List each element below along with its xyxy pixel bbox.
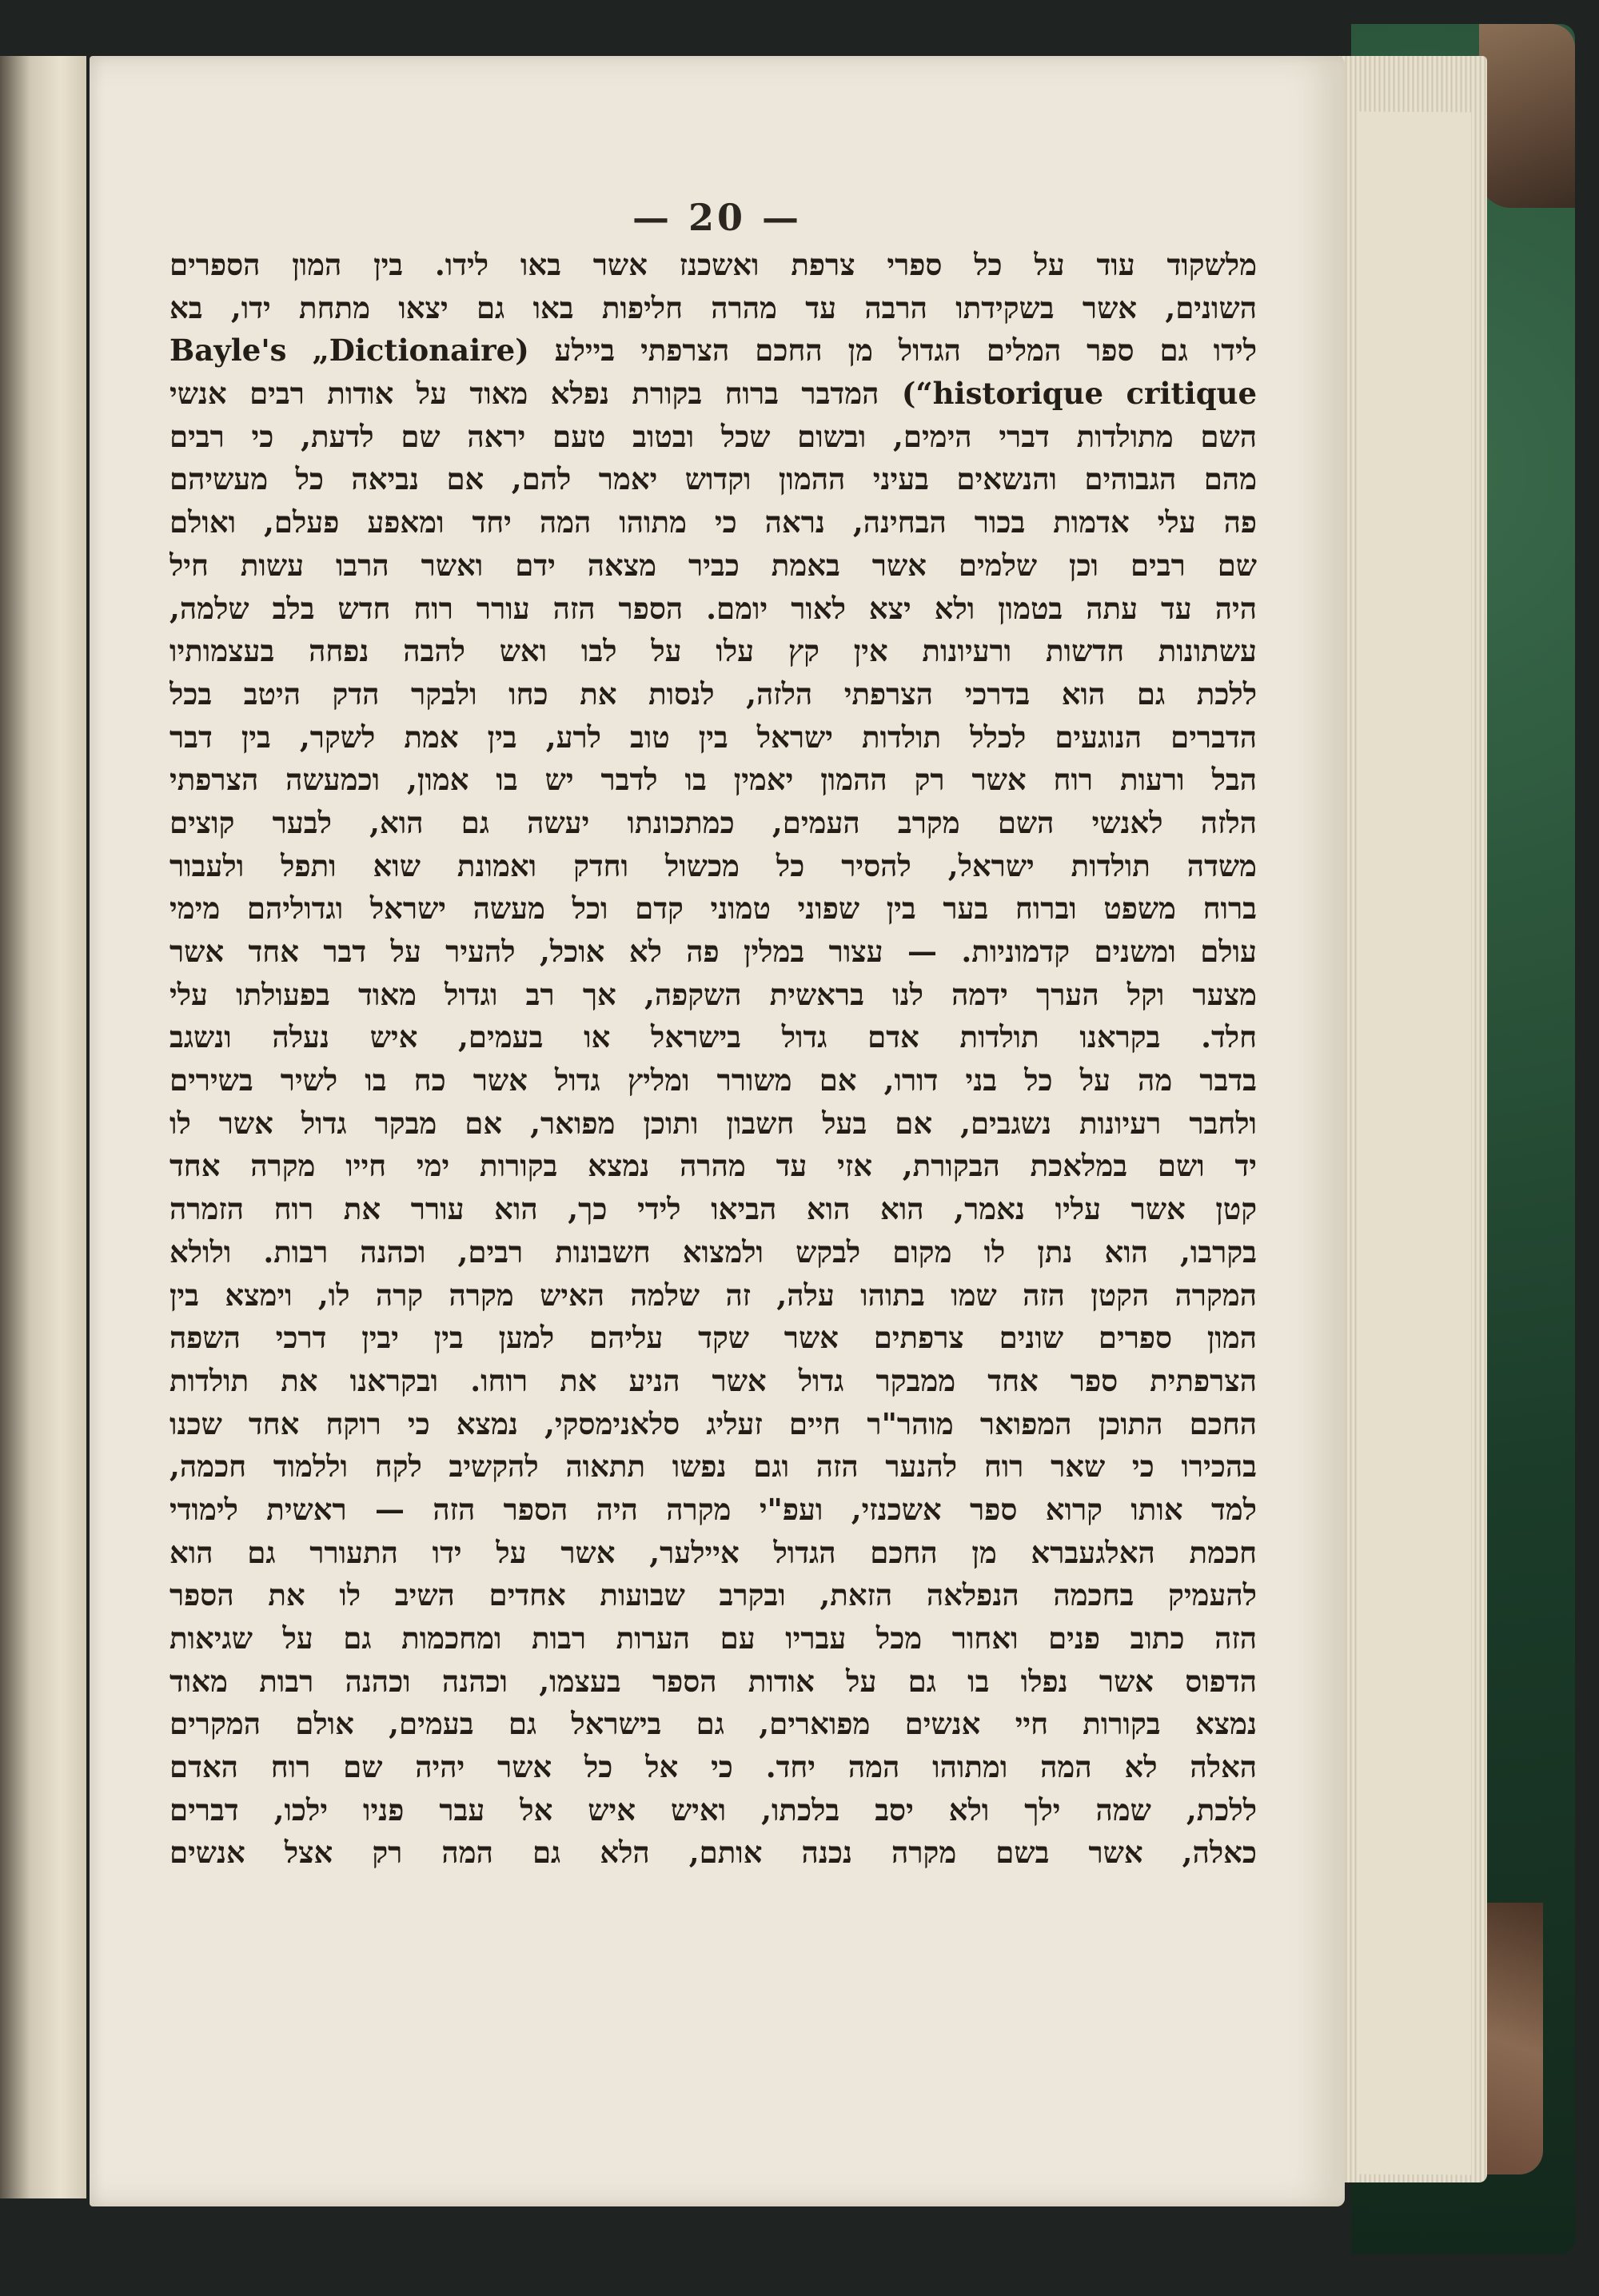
text-line: הזה כתוב פנים ואחור מכל עבריו עם הערות רבות ומחכמות גם על שגיאות [169,1620,1257,1656]
text-line: בדבר מה על כל בני דורו, אם משורר ומליץ גדול אשר כח בו לשיר בשירים [169,1062,1257,1098]
text-line: הדברים הנוגעים לכלל תולדות ישראל בין טוב לרע, בין אמת לשקר, בין דבר [169,719,1257,755]
text-line: יד ושם במלאכת הבקורת, אזי עד מהרה נמצא בקורות ימי חייו מקרה אחד [169,1148,1257,1184]
text-line: ללכת גם הוא בדרכי הצרפתי הלזה, לנסות את כחו ולבקר הדק היטב בכל [169,676,1257,712]
page-number: — 20 — [632,196,803,239]
book-page [90,56,1345,2206]
text-line: ברוח משפט וברוח בער בין שפוני טמוני קדם וכל מעשה ישראל וגדוליהם מימי [169,891,1257,927]
text-line: חלד. בקראנו תולדות אדם גדול בישראל או בעמים, איש נעלה ונשגב [169,1019,1257,1055]
facing-page-edge [0,56,86,2198]
text-line: הדפוס אשר נפלו בו גם על אודות הספר בעצמו, וכהנה וכהנה רבות מאוד [169,1663,1257,1699]
text-line: חכמת האלגעברא מן החכם הגדול איילער, אשר על ידו התעורר גם הוא [169,1534,1257,1570]
body-text [169,244,1257,1875]
text-line: היה עד עתה בטמון ולא יצא לאור יומם. הספר הזה עורר רוח חדש בלב שלמה, [169,590,1257,626]
text-line: הבל ורעות רוח אשר רק ההמון יאמין בו לדבר יש בו אמון, וכמעשה הצרפתי [169,762,1257,798]
text-line: כאלה, אשר בשם מקרה נכנה אותם, הלא גם המה רק אצל אנשים [169,1835,1257,1871]
text-line: השם מתולדות דברי הימים, ובשום שכל ובטוב טעם יראה שם לדעת, כי רבים [169,418,1257,454]
text-line: האלה לא המה ומתוהו המה יחד. כי אל כל אשר יהיה שם רוח האדם [169,1749,1257,1785]
text-line: מהם הגבוהים והנשאים בעיני ההמון וקדוש יאמר להם, אם נביאה כל מעשיהם [169,461,1257,497]
text-line: historique critique“) המדבר ברוח בקורת נפלא מאוד על אודות רבים אנשי [169,376,1257,412]
text-line: הצרפתית ספר אחד ממבקר גדול אשר הניע את רוחו. ובקראנו את תולדות [169,1362,1257,1398]
text-line: להעמיק בחכמה הנפלאה הזאת, ובקרב שבועות אחדים השיב לו את הספר [169,1577,1257,1613]
text-line: ללכת, שמה ילך ולא יסב בלכתו, ואיש איש אל עבר פניו ילכו, דברים [169,1792,1257,1828]
text-line: הלזה לאנשי השם מקרב העמים, כמתכונתו יעשה גם הוא, לבער קוצים [169,804,1257,840]
text-line: פה עלי אדמות בכור הבחינה, נראה כי מתוהו המה יחד ומאפע פעלם, ואולם [169,504,1257,540]
text-line: מצער וקל הערך ידמה לנו בראשית השקפה, אך רב וגדול מאוד בפעולתו עלי [169,976,1257,1012]
text-line: משדה תולדות ישראל, להסיר כל מכשול וחדק ואמונת שוא ותפל ולעבור [169,847,1257,883]
text-line: עולם ומשנים קדמוניות. — עצור במלין פה לא אוכל, להעיר על דבר אחד אשר [169,934,1257,969]
text-line: החכם התוכן המפואר מוהר"ר חיים זעליג סלאנימסקי, נמצא כי רוקח אחד שכנו [169,1405,1257,1441]
text-line: למד אותו קרוא ספר אשכנזי, ועפ"י מקרה היה הספר הזה — ראשית לימודי [169,1491,1257,1527]
text-line: השונים, אשר בשקידתו הרבה עד מהרה חליפות באו גם יצאו מתחת ידו, בא [169,289,1257,325]
text-line: מלשקוד עוד על כל ספרי צרפת ואשכנז אשר באו לידו. בין המון הספרים [169,247,1257,282]
text-line: המון ספרים שונים צרפתים אשר שקד עליהם למען בין יבין דרכי השפה [169,1320,1257,1356]
text-line: בהכירו כי שאר רוח להנער הזה וגם נפשו תתאוה להקשיב לקח וללמוד חכמה, [169,1449,1257,1485]
text-line: נמצא בקורות חיי אנשים מפוארים, גם בישראל גם בעמים, אולם המקרים [169,1706,1257,1742]
worn-cover-corner-top [1479,24,1575,208]
text-line: ולחבר רעיונות נשגבים, אם בעל חשבון ותוכן מפואר, אם מבקר גדול אשר לו [169,1105,1257,1141]
under-page-sheet [1359,112,1471,2175]
text-line: קטן אשר עליו נאמר, הוא הוא הביאו לידי כך, הוא עורר את רוח הזמרה [169,1191,1257,1227]
text-line: שם רבים וכן שלמים אשר באמת כביר מצאה ידם ואשר הרבו עשות חיל [169,547,1257,583]
text-line: המקרה הקטן הזה שמו בתוהו עלה, זה שלמה האיש מקרה קרה לו, וימצא בין [169,1277,1257,1313]
text-line: בקרבו, הוא נתן לו מקום לבקש ולמצוא חשבונות רבים, וכהנה רבות. ולולא [169,1234,1257,1270]
text-line: עשתונות חדשות ורעיונות אין קץ עלו על לבו ואש להבה נפחה בעצמותיו [169,633,1257,669]
text-line: לידו גם ספר המלים הגדול מן החכם הצרפתי ביילע (Bayle's „Dictionaire [169,333,1257,369]
